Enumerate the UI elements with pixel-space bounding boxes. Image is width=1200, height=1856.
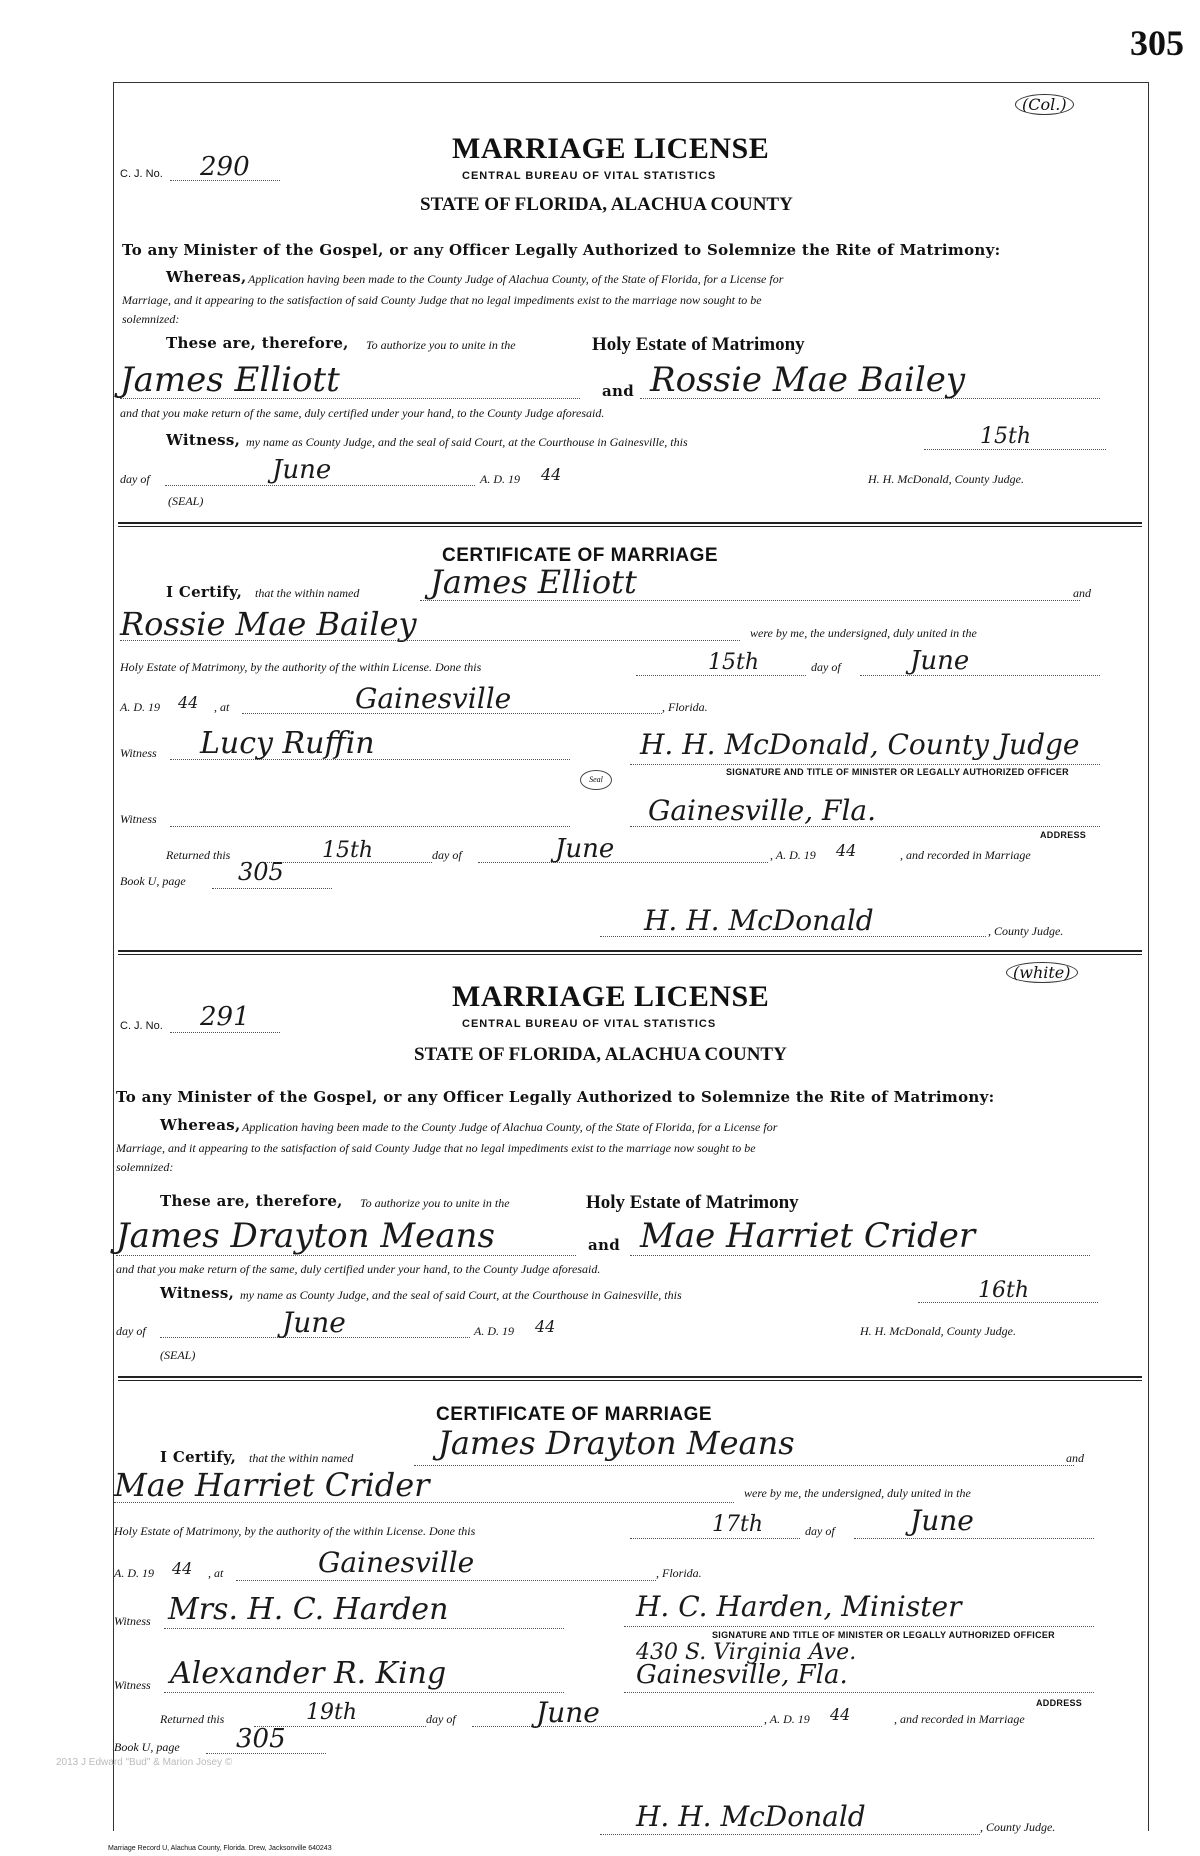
witness-text: my name as County Judge, and the seal of said Court, at the Courthouse in Gainesville, this: [240, 1288, 682, 1302]
officer-address: 430 S. Virginia Ave.: [636, 1640, 857, 1665]
judge-signature: H. H. McDonald, County Judge.: [868, 472, 1024, 486]
cert-florida: , Florida.: [656, 1566, 702, 1580]
recorded-ad: , A. D. 19: [770, 848, 816, 862]
official-seal-stamp: Seal: [580, 770, 612, 790]
whereas-label: Whereas,: [160, 1116, 241, 1134]
groom-name: James Elliott: [120, 360, 340, 400]
cert-bride: Rossie Mae Bailey: [120, 605, 417, 643]
seal-label: (SEAL): [168, 494, 204, 508]
and-label: and: [588, 1236, 621, 1254]
cert-witness-2: Alexander R. King: [170, 1656, 447, 1691]
cert-and: and: [1066, 1451, 1084, 1465]
officer-city: Gainesville, Fla.: [648, 794, 877, 827]
witness-label: Witness,: [160, 1284, 235, 1302]
cert-at: , at: [214, 700, 230, 714]
witness-label: Witness,: [166, 431, 241, 449]
officer-signature: H. H. McDonald, County Judge: [640, 728, 1080, 761]
cert-day-of: day of: [805, 1524, 835, 1538]
cert-witness-label-2: Witness: [120, 812, 157, 826]
ad-label: A. D. 19: [480, 472, 520, 486]
returned-this: Returned this: [166, 848, 231, 862]
cert-title: CERTIFICATE OF MARRIAGE: [442, 545, 719, 566]
cert-witness-label-1: Witness: [114, 1614, 151, 1628]
license-title: MARRIAGE LICENSE: [452, 980, 770, 1013]
whereas-text-2: Marriage, and it appearing to the satisfaction of said County Judge that no legal impediments exist to the marriage now sought to be: [122, 293, 762, 307]
cert-bride: Mae Harriet Crider: [114, 1466, 430, 1504]
these-label: These are, therefore,: [166, 334, 349, 352]
recorded-tail: , and recorded in Marriage: [894, 1712, 1025, 1726]
returned-year: 44: [836, 841, 857, 860]
bureau-line: CENTRAL BUREAU OF VITAL STATISTICS: [462, 1018, 717, 1030]
cj-label: C. J. No.: [120, 168, 163, 180]
cert-month: June: [910, 646, 970, 676]
returned-day-of: day of: [432, 848, 462, 862]
page-number: 305: [1130, 23, 1184, 63]
cert-day: 15th: [708, 650, 760, 675]
these-text: To authorize you to unite in the: [366, 338, 516, 352]
officer-city: Gainesville, Fla.: [636, 1660, 848, 1690]
cert-month: June: [910, 1504, 974, 1537]
cert-day: 17th: [712, 1512, 764, 1537]
cert-witness-1: Lucy Ruffin: [200, 726, 375, 761]
county-judge-label: , County Judge.: [988, 924, 1064, 938]
cert-year: 44: [172, 1559, 193, 1578]
sig-caption: SIGNATURE AND TITLE OF MINISTER OR LEGALLY AUTHORIZED OFFICER: [712, 1630, 1055, 1640]
returned-this: Returned this: [160, 1712, 225, 1726]
cj-number: 290: [200, 152, 250, 182]
cert-witness-1: Mrs. H. C. Harden: [168, 1592, 449, 1627]
address-line: To any Minister of the Gospel, or any Officer Legally Authorized to Solemnize the Rite of Matrimony:: [116, 1088, 995, 1106]
groom-name: James Drayton Means: [116, 1216, 495, 1256]
address-caption: ADDRESS: [1040, 830, 1087, 840]
recorded-tail: , and recorded in Marriage: [900, 848, 1031, 862]
cert-at: , at: [208, 1566, 224, 1580]
whereas-text-1: Application having been made to the County Judge of Alachua County, of the State of Florida, for a License for: [242, 1120, 778, 1134]
cert-ad: A. D. 19: [114, 1566, 154, 1580]
holy-estate: Holy Estate of Matrimony: [586, 1192, 799, 1213]
cert-year: 44: [178, 693, 199, 712]
license-title: MARRIAGE LICENSE: [452, 132, 770, 165]
witness-day: 16th: [978, 1278, 1030, 1303]
state-line: STATE OF FLORIDA, ALACHUA COUNTY: [414, 1044, 787, 1065]
address-caption: ADDRESS: [1036, 1698, 1083, 1708]
license-month: June: [282, 1306, 346, 1339]
and-label: and: [602, 382, 635, 400]
county-judge-label: , County Judge.: [980, 1820, 1056, 1834]
returned-day: 15th: [322, 838, 374, 863]
bride-name: Rossie Mae Bailey: [650, 360, 966, 400]
returned-month: June: [536, 1696, 600, 1729]
witness-text: my name as County Judge, and the seal of said Court, at the Courthouse in Gainesville, this: [246, 435, 688, 449]
license-year: 44: [541, 465, 562, 484]
license-month: June: [272, 455, 332, 485]
cert-florida: , Florida.: [662, 700, 708, 714]
cert-place: Gainesville: [318, 1546, 475, 1579]
cert-and: and: [1073, 586, 1091, 600]
bride-name: Mae Harriet Crider: [640, 1216, 976, 1256]
book-page: 305: [238, 858, 284, 886]
address-line: To any Minister of the Gospel, or any Officer Legally Authorized to Solemnize the Rite of Matrimony:: [122, 241, 1001, 259]
recorded-ad: , A. D. 19: [764, 1712, 810, 1726]
cert-day-of: day of: [811, 660, 841, 674]
sig-caption: SIGNATURE AND TITLE OF MINISTER OR LEGALLY AUTHORIZED OFFICER: [726, 767, 1069, 777]
cert-groom: James Elliott: [430, 563, 637, 601]
day-of-label: day of: [120, 472, 150, 486]
whereas-text-3: solemnized:: [116, 1160, 174, 1174]
certify-text: that the within named: [255, 586, 360, 600]
these-text: To authorize you to unite in the: [360, 1196, 510, 1210]
cert-title: CERTIFICATE OF MARRIAGE: [436, 1404, 713, 1425]
returned-day-of: day of: [426, 1712, 456, 1726]
officer-signature: H. C. Harden, Minister: [636, 1590, 962, 1623]
whereas-text-3: solemnized:: [122, 312, 180, 326]
were-united: were by me, the undersigned, duly united in the: [750, 626, 977, 640]
cert-place: Gainesville: [355, 682, 512, 715]
seal-label: (SEAL): [160, 1348, 196, 1362]
recorder-signature: H. H. McDonald: [644, 904, 874, 937]
race-mark: (Col.): [1015, 94, 1074, 115]
bureau-line: CENTRAL BUREAU OF VITAL STATISTICS: [462, 170, 717, 182]
cert-groom: James Drayton Means: [438, 1424, 795, 1462]
judge-signature: H. H. McDonald, County Judge.: [860, 1324, 1016, 1338]
cj-number: 291: [200, 1002, 250, 1032]
cj-label: C. J. No.: [120, 1020, 163, 1032]
whereas-text-1: Application having been made to the County Judge of Alachua County, of the State of Florida, for a License for: [248, 272, 784, 286]
holy-authority: Holy Estate of Matrimony, by the authority of the within License. Done this: [120, 660, 482, 674]
book-page-label: Book U, page: [114, 1740, 180, 1754]
state-line: STATE OF FLORIDA, ALACHUA COUNTY: [420, 194, 793, 215]
returned-year: 44: [830, 1705, 851, 1724]
these-label: These are, therefore,: [160, 1192, 343, 1210]
printer-note: Marriage Record U, Alachua County, Florida. Drew, Jacksonville 640243: [108, 1845, 332, 1852]
were-united: were by me, the undersigned, duly united in the: [744, 1486, 971, 1500]
return-text: and that you make return of the same, duly certified under your hand, to the County Judge aforesaid.: [116, 1262, 601, 1276]
copyright-watermark: 2013 J Edward "Bud" & Marion Josey ©: [56, 1757, 233, 1768]
license-year: 44: [535, 1317, 556, 1336]
return-text: and that you make return of the same, duly certified under your hand, to the County Judge aforesaid.: [120, 406, 605, 420]
holy-estate: Holy Estate of Matrimony: [592, 334, 805, 355]
cert-witness-label-2: Witness: [114, 1678, 151, 1692]
certify-label: I Certify,: [160, 1448, 237, 1466]
ad-label: A. D. 19: [474, 1324, 514, 1338]
witness-day: 15th: [980, 424, 1032, 449]
whereas-text-2: Marriage, and it appearing to the satisfaction of said County Judge that no legal impediments exist to the marriage now sought to be: [116, 1141, 756, 1155]
cert-ad: A. D. 19: [120, 700, 160, 714]
certify-text: that the within named: [249, 1451, 354, 1465]
cert-witness-label-1: Witness: [120, 746, 157, 760]
day-of-label: day of: [116, 1324, 146, 1338]
book-page: 305: [236, 1724, 286, 1754]
race-mark: (white): [1006, 962, 1078, 983]
certify-label: I Certify,: [166, 583, 243, 601]
recorder-signature: H. H. McDonald: [636, 1800, 866, 1833]
returned-month: June: [555, 834, 615, 864]
whereas-label: Whereas,: [166, 268, 247, 286]
returned-day: 19th: [306, 1700, 358, 1725]
holy-authority: Holy Estate of Matrimony, by the authority of the within License. Done this: [114, 1524, 476, 1538]
book-page-label: Book U, page: [120, 874, 186, 888]
